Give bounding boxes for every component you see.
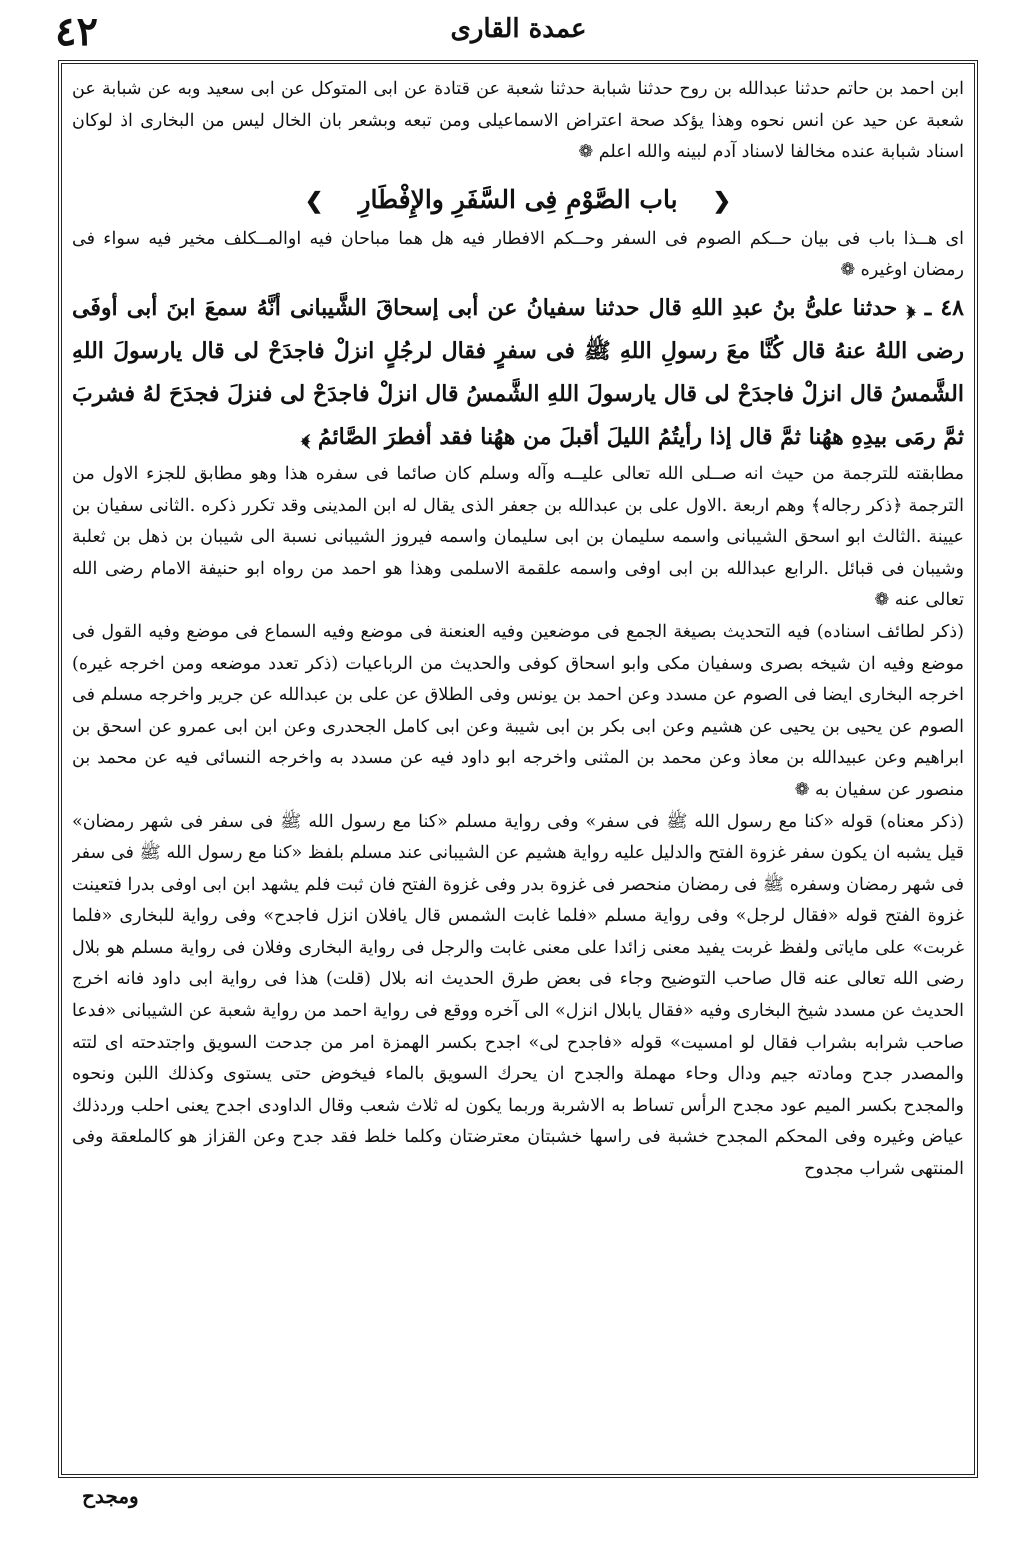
paragraph-chapter-explanation: اى هــذا باب فى بيان حــكم الصوم فى السفر وحــكم الافطار فيه هل هما مباحان فيه اوالمــكلف مخير فيه سواء فى رمضان اوغيره ❁	[72, 228, 964, 281]
chapter-heading: باب الصَّوْمِ فِى السَّفَرِ والإِفْطَارِ	[358, 184, 678, 214]
page-number: ٤٢	[55, 8, 98, 55]
text-frame	[58, 60, 978, 1478]
heading-ornament-left-icon: ❯	[304, 187, 324, 214]
running-head	[55, 6, 982, 58]
paragraph-isnad-subtleties: (ذكر لطائف اسناده) فيه التحديث بصيغة الجمع فى موضعين وفيه العنعنة فى موضع وفيه السماع فى موضع وفيه القول فى موضع وفيه ان شيخه بصرى وسفيان مكى وابو اسحاق كوفى والحديث من الرباعيات (ذكر تعدد موضعه ومن اخرجه غيره) اخرجه البخارى ايضا فى الصوم عن مسدد وعن احمد بن يونس وفى الطلاق عن على بن عبدالله عن جرير واخرجه مسلم فى الصوم عن يحيى بن يحيى عن هشيم وعن ابى بكر بن ابى شيبة وعن ابى كامل الجحدرى وعن ابن ابى عمرو عن اسحق بن ابراهيم وعن عبيدالله بن معاذ وعن محمد بن المثنى واخرجه ابو داود فيه عن مسدد به واخرجه النسائى فيه عن محمد بن منصور عن سفيان به ❁	[72, 621, 964, 800]
heading-ornament-right-icon: ❮	[712, 187, 732, 214]
chapter-heading-wrap	[72, 183, 964, 216]
page-content	[72, 74, 964, 1466]
catchword: ومجدح	[82, 1484, 139, 1508]
paragraph-narrators: مطابقته للترجمة من حيث انه صــلى الله تعالى عليــه وآله وسلم كان صائما فى سفره هذا وهو مطابق للجزء الاول من الترجمة ﴿ذكر رجاله﴾ وهم اربعة .الاول على بن عبدالله بن جعفر الذى يقال له ابن المدينى وقد تكرر ذكره .الثانى سفيان بن عيينة .الثالث ابو اسحق الشيبانى واسمه سليمان بن ابى سليمان واسمه فيروز الشيبانى نسبة الى شيبان بن ذهل بن ثعلبة وشيبان فى قبائل .الرابع عبدالله بن ابى اوفى واسمه علقمة الاسلمى وهذا هو احمد من رواه ابو حنيفة الامام رضى الله تعالى عنه ❁	[72, 463, 964, 611]
header-title: عمدة القارى	[450, 14, 587, 44]
paragraph-isnad-note: ابن احمد بن حاتم حدثنا عبدالله بن روح حدثنا شبابة حدثنا شعبة عن قتادة عن ابى المتوكل عن ابى سعيد وبه عن شبابة عن شعبة عن حيد عن انس نحوه وهذا يؤكد صحة اعتراض الاسماعيلى ومن تبعه وبشعر بان الخال ليس من البخارى اذ لوكان اسناد شبابة عنده مخالفا لاسناد آدم لبينه والله اعلم ❁	[72, 79, 964, 163]
paragraph-meaning: (ذكر معناه) قوله «كنا مع رسول الله ﷺ فى سفر» وفى رواية مسلم «كنا مع رسول الله ﷺ فى سفر فى شهر رمضان» قيل يشبه ان يكون سفر غزوة الفتح والدليل عليه رواية هشيم عن الشيبانى عند مسلم بلفظ «كنا مع رسول الله ﷺ فى سفر فى شهر رمضان وسفره ﷺ فى رمضان منحصر فى غزوة بدر وفى غزوة الفتح فان ثبت فلم يشهد ابن ابى اوفى بدرا فتعينت غزوة الفتح قوله «فقال لرجل» وفى رواية مسلم «فلما غابت الشمس قال يافلان انزل فاجدح» وفى رواية للبخارى «فلما غربت» على ماياتى ولفظ غربت يفيد معنى زائدا على معنى غابت والرجل فى رواية البخارى وفلان فى رواية مسلم هو بلال رضى الله تعالى عنه قال صاحب التوضيح وجاء فى بعض طرق الحديث انه بلال (قلت) هذا فى رواية ابى داود فانه اخرج الحديث عن مسدد شيخ البخارى وفيه «فقال يابلال انزل» الى آخره ووقع فى رواية احمد من رواية شعبة عن الشيبانى «فدعا صاحب شرابه بشراب فقال لو امسيت» قوله «فاجدح لى» اجدح بكسر الهمزة امر من جدحت السويق واجتدحته اى لتته والمصدر جدح ومادته جيم ودال وحاء مهملة والجدح ان يحرك السويق بالماء فيخوض حتى يستوى وكذلك اللبن ونحوه والمجدح بكسر الميم عود مجدح الرأس تساط به الاشربة وربما يكون له ثلاث شعب وقال الداودى اجدح يعنى احلب وردذلك عياض وغيره وفى المحكم المجدح خشبة فى راسها خشبتان معترضتان وكلما خلط فقد جدح وعن القزاز هو كالملعقة وفى المنتهى شراب مجدوح	[72, 811, 964, 1180]
hadith-text: ٤٨ ـ ﴿ حدثنا علىُّ بنُ عبدِ اللهِ قال حدثنا سفيانُ عن أبى إسحاقَ الشَّيبانى أنَّهُ سمعَ ابنَ أبى أوفَى رضى اللهُ عنهُ قال كُنَّا معَ رسولِ اللهِ ﷺ فى سفرٍ فقال لرجُلٍ انزلْ فاجدَحْ لى قال يارسولَ اللهِ الشَّمسُ قال انزلْ فاجدَحْ لى قال يارسولَ اللهِ الشَّمسُ قال انزلْ فاجدَحْ لى فنزلَ فجدَحَ لهُ فشربَ ثمَّ رمَى بيدِهِ ههُنا ثمَّ قال إذا رأيتُمُ الليلَ أقبلَ من ههُنا فقد أفطرَ الصَّائمُ ﴾	[72, 294, 964, 450]
